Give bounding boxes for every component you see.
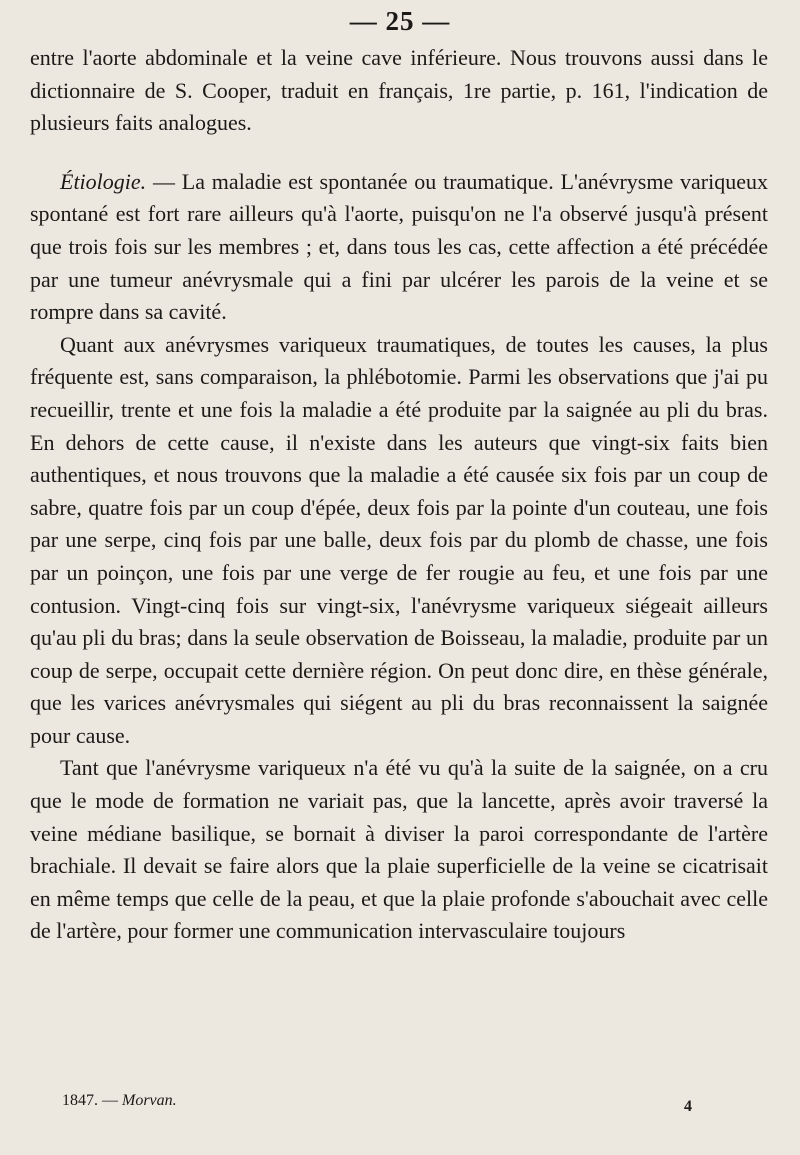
paragraph-text: Tant que l'anévrysme variqueux n'a été vu qu'à la suite de la saignée, on a cru que le mode de formation ne variait pas, que la lancette, après avoir traversé la veine médiane basilique, se bornait à diviser la paroi correspondante de l'artère brachiale. Il devait se faire alors que la plaie superficielle de la veine se cicatrisait en même temps que celle de la peau, et que la plaie profonde s'abouchait avec celle de l'artère, pour former une communication intervasculaire toujours [30,755,768,944]
paragraph-saignee [30,752,768,948]
paragraph-traumatiques [30,329,768,753]
paragraph-continuation [30,42,768,140]
signature-year: 1847. — [62,1092,118,1109]
paragraph-text: Quant aux anévrysmes variqueux traumatiques, de toutes les causes, la plus fréquente est, sans comparaison, la phlébotomie. Parmi les observations que j'ai pu recueillir, trente et une fois la maladie a été produite par la saignée au pli du bras. En dehors de cette cause, il n'existe dans les auteurs que vingt-six faits bien authentiques, et nous trouvons que la maladie a été causée six fois par un coup de sabre, quatre fois par un coup d'épée, deux fois par la pointe d'un couteau, une fois par une serpe, cinq fois par une balle, deux fois par du plomb de chasse, une fois par un poinçon, une fois par une verge de fer rougie au feu, et une fois par une contusion. Vingt-cinq fois sur vingt-six, l'anévrysme variqueux siégeait ailleurs qu'au pli du bras; dans la seule observation de Boisseau, la maladie, produite par un coup de serpe, occupait cette dernière région. On peut donc dire, en thèse générale, que les varices anévrysmales qui siégent au pli du bras reconnaissent la saignée pour cause. [30,331,768,748]
paragraph-etiologie [30,166,768,329]
signature-author: Morvan. [122,1092,177,1109]
paragraph-text: — La maladie est spontanée ou traumatique. L'anévrysme variqueux spontané est fort rare ailleurs qu'à l'aorte, puisqu'on ne l'a observé jusqu'à présent que trois fois sur les membres ; et, dans tous les cas, cette affection a été précédée par une tumeur anévrysmale qui a fini par ulcérer les parois de la veine et se rompre dans sa cavité. [30,168,768,325]
page-number: — 25 — [349,6,451,36]
paragraph-text: entre l'aorte abdominale et la veine cave inférieure. Nous trouvons aussi dans le dictionnaire de S. Cooper, traduit en français, 1re partie, p. 161, l'indication de plusieurs faits analogues. [30,45,768,136]
sheet-number: 4 [684,1098,692,1115]
body-text [30,42,768,948]
section-heading: Étiologie. [60,168,147,194]
